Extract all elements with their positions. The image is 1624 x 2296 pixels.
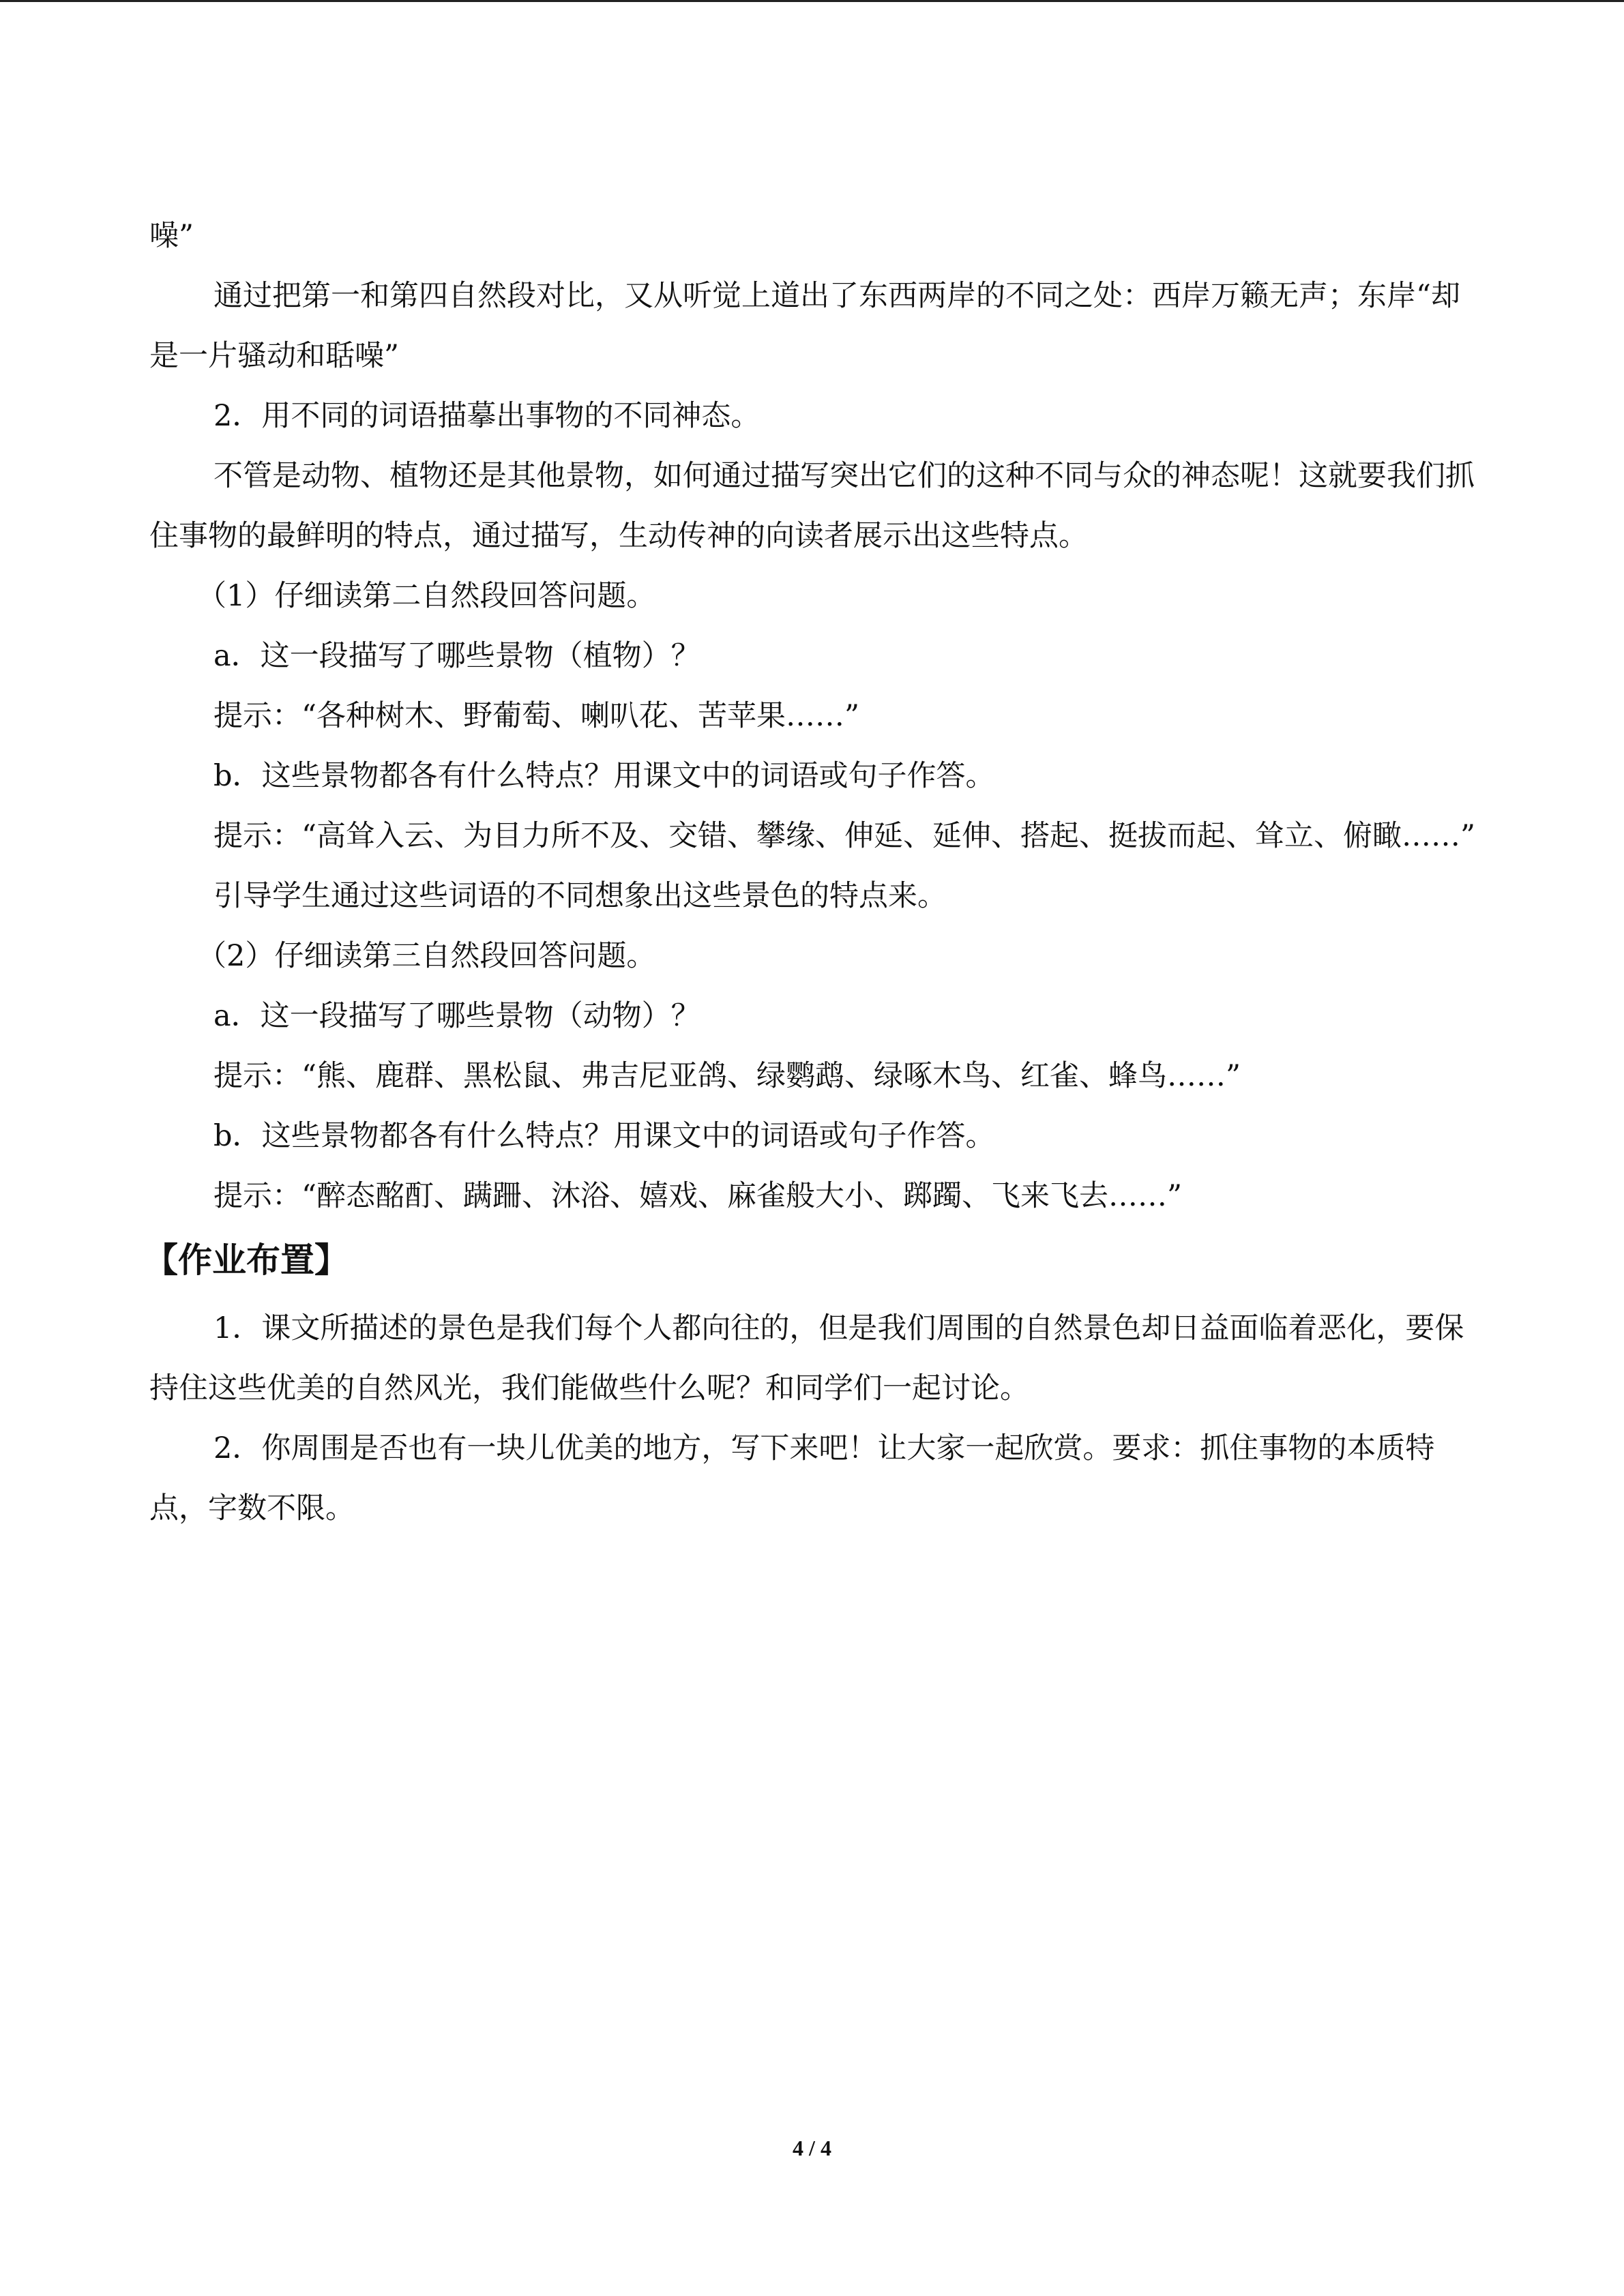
question-1-heading: （1）仔细读第二自然段回答问题。 — [197, 579, 656, 613]
question-1a: a．这一段描写了哪些景物（植物）？ — [213, 639, 700, 673]
page-number: 4 / 4 — [793, 2136, 831, 2160]
homework-item-1: 1．课文所描述的景色是我们每个人都向往的，但是我们周围的自然景色却日益面临着恶化，要保持住这些优美的自然风光，我们能做些什么呢？和同学们一起讨论。 — [149, 1311, 1464, 1405]
question-2-heading: （2）仔细读第三自然段回答问题。 — [197, 939, 656, 973]
point-2-heading: 2．用不同的词语描摹出事物的不同神态。 — [213, 399, 761, 433]
paragraph-comparison: 通过把第一和第四自然段对比，又从听觉上道出了东西两岸的不同之处：西岸万籁无声；东岸“却是一片骚动和聒噪” — [149, 279, 1460, 373]
hint-2b: 提示：“醉态酩酊、蹒跚、沐浴、嬉戏、麻雀般大小、踯躅、飞来飞去……” — [213, 1179, 1182, 1213]
document-body — [144, 206, 1479, 1538]
hint-1a: 提示：“各种树木、野葡萄、喇叭花、苦苹果……” — [213, 699, 859, 733]
top-border-line — [0, 0, 1624, 2]
question-2a: a．这一段描写了哪些景物（动物）？ — [213, 999, 700, 1033]
question-1b: b．这些景物都各有什么特点？用课文中的词语或句子作答。 — [213, 759, 995, 793]
question-2b: b．这些景物都各有什么特点？用课文中的词语或句子作答。 — [213, 1119, 995, 1153]
homework-item-2: 2．你周围是否也有一块儿优美的地方，写下来吧！让大家一起欣赏。要求：抓住事物的本质特点，字数不限。 — [149, 1431, 1435, 1525]
guidance-text: 引导学生通过这些词语的不同想象出这些景色的特点来。 — [213, 879, 947, 913]
paragraph-continuation: 噪” — [149, 219, 194, 253]
paragraph-description: 不管是动物、植物还是其他景物，如何通过描写突出它们的这种不同与众的神态呢！这就要我们抓住事物的最鲜明的特点，通过描写，生动传神的向读者展示出这些特点。 — [149, 459, 1475, 553]
homework-heading: 【作业布置】 — [144, 1240, 349, 1280]
hint-2a: 提示：“熊、鹿群、黑松鼠、弗吉尼亚鸽、绿鹦鹉、绿啄木鸟、红雀、蜂鸟……” — [213, 1059, 1241, 1093]
hint-1b: 提示：“高耸入云、为目力所不及、交错、攀缘、伸延、延伸、搭起、挺拔而起、耸立、俯瞰……” — [213, 819, 1475, 853]
